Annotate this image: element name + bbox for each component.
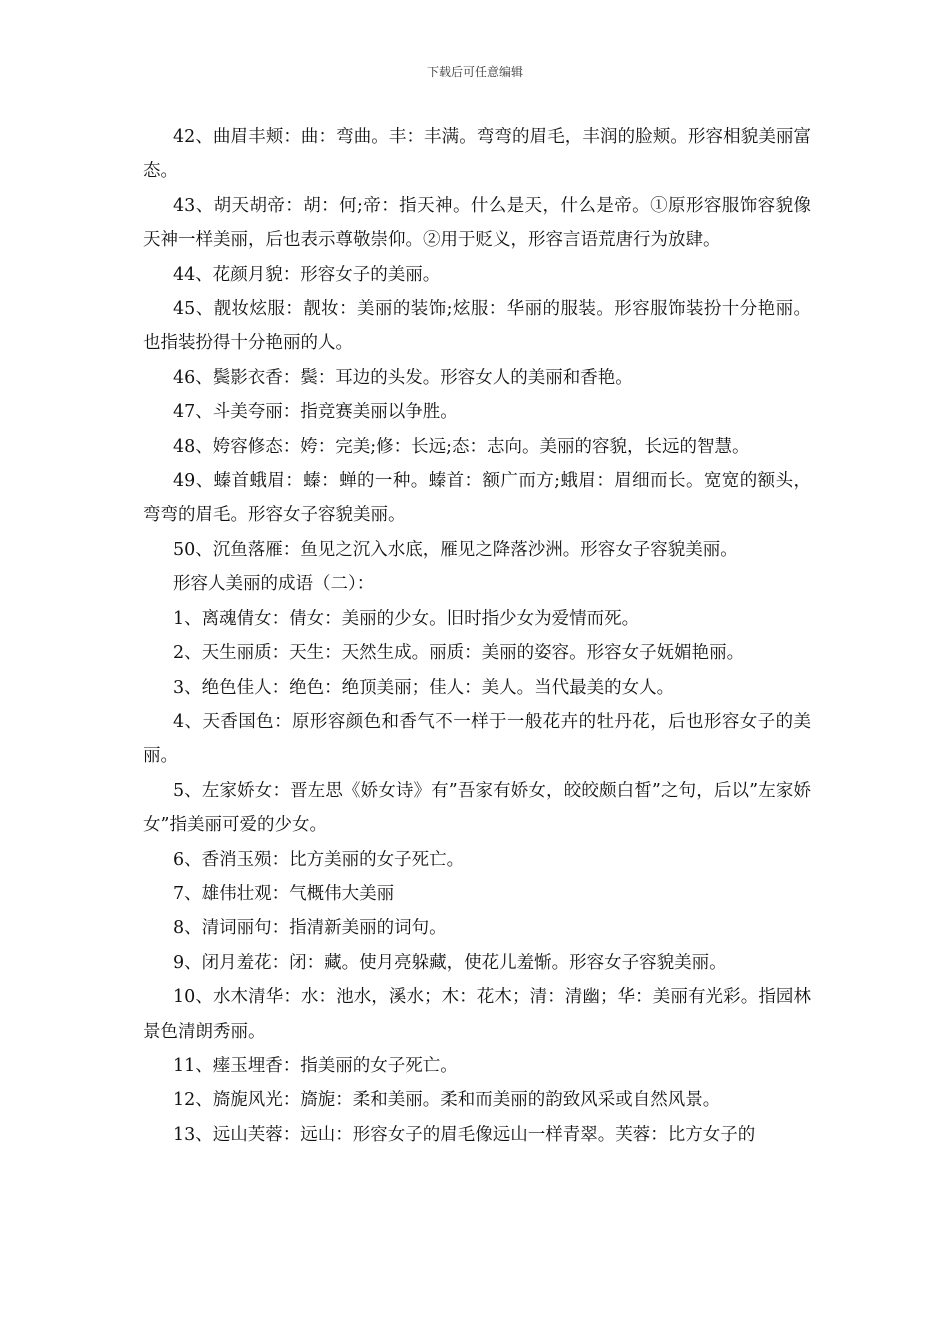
paragraph: 4、天香国色：原形容颜色和香气不一样于一般花卉的牡丹花，后也形容女子的美丽。	[143, 711, 811, 767]
paragraph: 12、旖旎风光：旖旎：柔和美丽。柔和而美丽的韵致风采或自然风景。	[173, 1090, 721, 1111]
paragraph: 2、天生丽质：天生：天然生成。丽质：美丽的姿容。形容女子妩媚艳丽。	[173, 643, 745, 664]
section-heading: 形容人美丽的成语（二）：	[173, 574, 375, 595]
paragraph: 47、斗美夸丽：指竞赛美丽以争胜。	[173, 402, 458, 423]
paragraph: 42、曲眉丰颊：曲：弯曲。丰：丰满。弯弯的眉毛，丰润的脸颊。形容相貌美丽富态。	[143, 127, 811, 182]
paragraph: 6、香消玉殒：比方美丽的女子死亡。	[173, 849, 465, 870]
paragraph: 8、清词丽句：指清新美丽的词句。	[173, 918, 447, 939]
paragraph: 49、螓首蛾眉：螓：蝉的一种。螓首：额广而方;蛾眉：眉细而长。宽宽的额头，弯弯的眉毛。形容女子容貌美丽。	[143, 471, 811, 526]
paragraph: 46、鬓影衣香：鬓：耳边的头发。形容女人的美丽和香艳。	[173, 367, 633, 388]
paragraph: 45、靓妆炫服：靓妆：美丽的装饰;炫服：华丽的服装。形容服饰装扮十分艳丽。也指装扮得十分艳丽的人。	[143, 299, 811, 354]
paragraph: 48、姱容修态：姱：完美;修：长远;态：志向。美丽的容貌，长远的智慧。	[173, 436, 750, 457]
paragraph: 44、花颜月貌：形容女子的美丽。	[173, 264, 441, 285]
paragraph: 11、瘗玉埋香：指美丽的女子死亡。	[173, 1055, 458, 1076]
paragraph: 10、水木清华：水：池水，溪水；木：花木；清：清幽；华：美丽有光彩。指园林景色清朗秀丽。	[143, 987, 811, 1042]
paragraph: 1、离魂倩女：倩女：美丽的少女。旧时指少女为爱情而死。	[173, 608, 640, 629]
paragraph: 13、远山芙蓉：远山：形容女子的眉毛像远山一样青翠。芙蓉：比方女子的	[173, 1124, 756, 1145]
paragraph: 9、闭月羞花：闭：藏。使月亮躲藏，使花儿羞惭。形容女子容貌美丽。	[173, 952, 727, 973]
paragraph: 3、绝色佳人：绝色：绝顶美丽；佳人：美人。当代最美的女人。	[173, 677, 675, 698]
paragraph: 5、左家娇女：晋左思《娇女诗》有”吾家有娇女，皎皎颇白皙”之句，后以”左家娇女”指美丽可爱的少女。	[143, 780, 811, 836]
page-header: 下载后可任意编辑	[426, 65, 523, 79]
paragraph: 50、沉鱼落雁：鱼见之沉入水底，雁见之降落沙洲。形容女子容貌美丽。	[173, 539, 738, 560]
document-body	[143, 120, 811, 1152]
paragraph: 43、胡天胡帝：胡：何;帝：指天神。什么是天，什么是帝。①原形容服饰容貌像天神一样美丽，后也表示尊敬崇仰。②用于贬义，形容言语荒唐行为放肆。	[143, 195, 811, 251]
paragraph: 7、雄伟壮观：气概伟大美丽	[173, 883, 395, 904]
